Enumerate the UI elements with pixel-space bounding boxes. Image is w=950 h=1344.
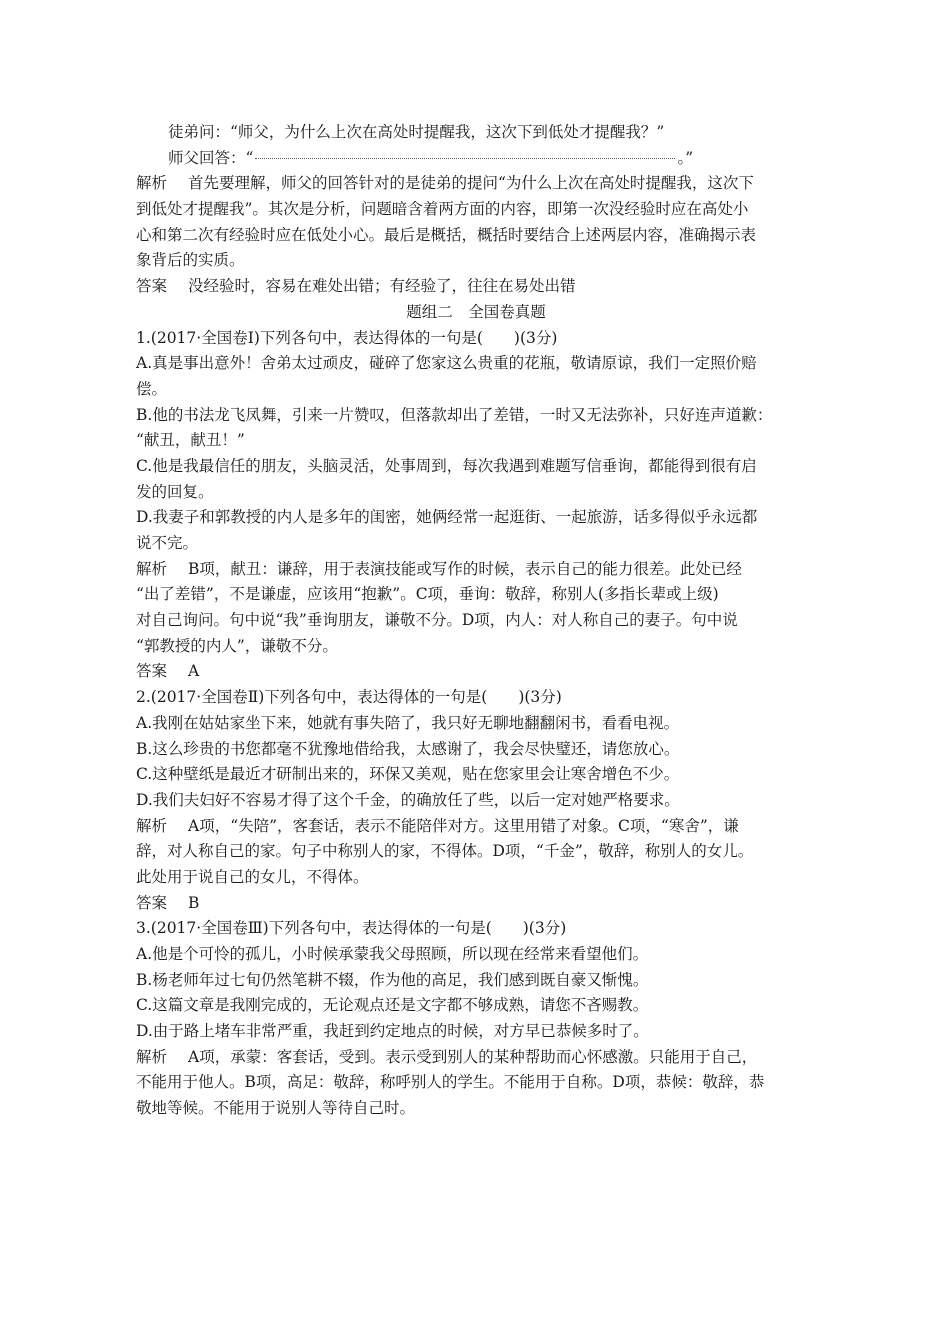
- analysis-text: 对自己询问。句中说“我”垂询朋友，谦敬不分。D项，内人：对人称自己的妻子。句中说: [136, 611, 738, 630]
- question-stem: 3.(2017·全国卷Ⅲ)下列各句中，表达得体的一句是( )(3分): [136, 919, 567, 938]
- master-answer-suffix: 。”: [677, 148, 694, 167]
- answer-line: [136, 659, 816, 685]
- intro-answer-line: [136, 274, 816, 300]
- analysis-label: 解析: [136, 1047, 168, 1066]
- option-text: 发的回复。: [136, 482, 214, 501]
- option-text: 偿。: [136, 379, 168, 398]
- analysis-text: 敬地等候。不能用于说别人等待自己时。: [136, 1099, 416, 1118]
- analysis-text: A项，承蒙：客套话，受到。表示受到别人的某种帮助而心怀感激。只能用于自己，: [188, 1047, 758, 1066]
- analysis-text: 此处用于说自己的女儿，不得体。: [136, 867, 369, 886]
- answer-text: A: [188, 662, 200, 681]
- answer-label: 答案: [136, 893, 168, 912]
- answer-label: 答案: [136, 277, 168, 296]
- intro-analysis-line: [136, 171, 816, 197]
- option-text: 说不完。: [136, 534, 199, 552]
- answer-line: [136, 891, 816, 917]
- option-text: D.我妻子和郭教授的内人是多年的闺密，她俩经常一起逛街、一起旅游，话多得似乎永远都: [136, 508, 758, 527]
- analysis-text: “出了差错”，不是谦虚，应该用“抱歉”。C项，垂询：敬辞，称别人(多指长辈或上级): [136, 585, 719, 604]
- analysis-text: 不能用于他人。B项，高足：敬辞，称呼别人的学生。不能用于自称。D项，恭候：敬辞，恭: [136, 1073, 765, 1092]
- option-text: D.由于路上堵车非常严重，我赶到约定地点的时候，对方早已恭候多时了。: [136, 1022, 649, 1041]
- option-text: B.这么珍贵的书您都毫不犹豫地借给我，太感谢了，我会尽快璧还，请您放心。: [136, 739, 680, 758]
- analysis-text: 首先要理解，师父的回答针对的是徒弟的提问“为什么上次在高处时提醒我，这次下: [188, 174, 754, 193]
- option-text: B.杨老师年过七旬仍然笔耕不辍，作为他的高足，我们感到既自豪又惭愧。: [136, 970, 649, 989]
- analysis-line: [136, 557, 816, 583]
- master-answer-prefix: 师父回答：“: [168, 148, 254, 167]
- analysis-text: 象背后的实质。: [136, 251, 245, 270]
- analysis-label: 解析: [136, 174, 168, 193]
- option-text: “献丑，献丑！”: [136, 431, 245, 450]
- option-text: C.这种壁纸是最近才研制出来的，环保又美观，贴在您家里会让寒舍增色不少。: [136, 765, 680, 784]
- option-text: B.他的书法龙飞凤舞，引来一片赞叹，但落款却出了差错，一时又无法弥补，只好连声道歉：: [136, 405, 773, 424]
- disciple-question: 徒弟问：“师父，为什么上次在高处时提醒我，这次下到低处才提醒我？”: [168, 123, 665, 141]
- option-text: A.他是个可怜的孤儿，小时候承蒙我父母照顾，所以现在经常来看望他们。: [136, 945, 649, 963]
- option-text: A.我刚在姑姑家坐下来，她就有事失陪了，我只好无聊地翻翻闲书，看看电视。: [136, 713, 680, 732]
- analysis-line: [136, 1045, 816, 1071]
- analysis-text: 辞，对人称自己的家。句子中称别人的家，不得体。D项，“千金”，敬辞，称别人的女儿。: [136, 842, 754, 861]
- analysis-text: A项，“失陪”，客套话，表示不能陪伴对方。这里用错了对象。C项，“寒舍”，谦: [188, 816, 739, 835]
- option-text: D.我们夫妇好不容易才得了这个千金，的确放任了些，以后一定对她严格要求。: [136, 790, 680, 809]
- option-text: A.真是事出意外！舍弟太过顽皮，碰碎了您家这么贵重的花瓶，敬请原谅，我们一定照价赔: [136, 354, 757, 373]
- analysis-text: 心和第二次有经验时应在低处小心。最后是概括，概括时要结合上述两层内容，准确揭示表: [136, 225, 757, 244]
- document-page: [136, 120, 816, 1122]
- analysis-text: “郭教授的内人”，谦敬不分。: [136, 636, 338, 655]
- question-stem: 2.(2017·全国卷Ⅱ)下列各句中，表达得体的一句是( )(3分): [136, 688, 562, 707]
- analysis-label: 解析: [136, 559, 168, 578]
- analysis-line: [136, 814, 816, 840]
- question-stem: 1.(2017·全国卷Ⅰ)下列各句中，表达得体的一句是( )(3分): [136, 328, 558, 347]
- answer-blank: [255, 158, 675, 159]
- analysis-text: 到低处才提醒我”。其次是分析，问题暗含着两方面的内容，即第一次没经验时应在高处小: [136, 200, 749, 219]
- answer-text: 没经验时，容易在难处出错；有经验了，往往在易处出错: [188, 277, 576, 296]
- option-text: C.他是我最信任的朋友，头脑灵活，处事周到，每次我遇到难题写信垂询，都能得到很有启: [136, 456, 757, 475]
- analysis-text: B项，献丑：谦辞，用于表演技能或写作的时候，表示自己的能力很差。此处已经: [188, 559, 742, 578]
- master-answer-line: [136, 146, 816, 172]
- section-title: 题组二 全国卷真题: [406, 302, 546, 321]
- answer-text: B: [188, 893, 200, 912]
- analysis-label: 解析: [136, 816, 168, 835]
- option-text: C.这篇文章是我刚完成的，无论观点还是文字都不够成熟，请您不吝赐教。: [136, 996, 649, 1015]
- answer-label: 答案: [136, 662, 168, 681]
